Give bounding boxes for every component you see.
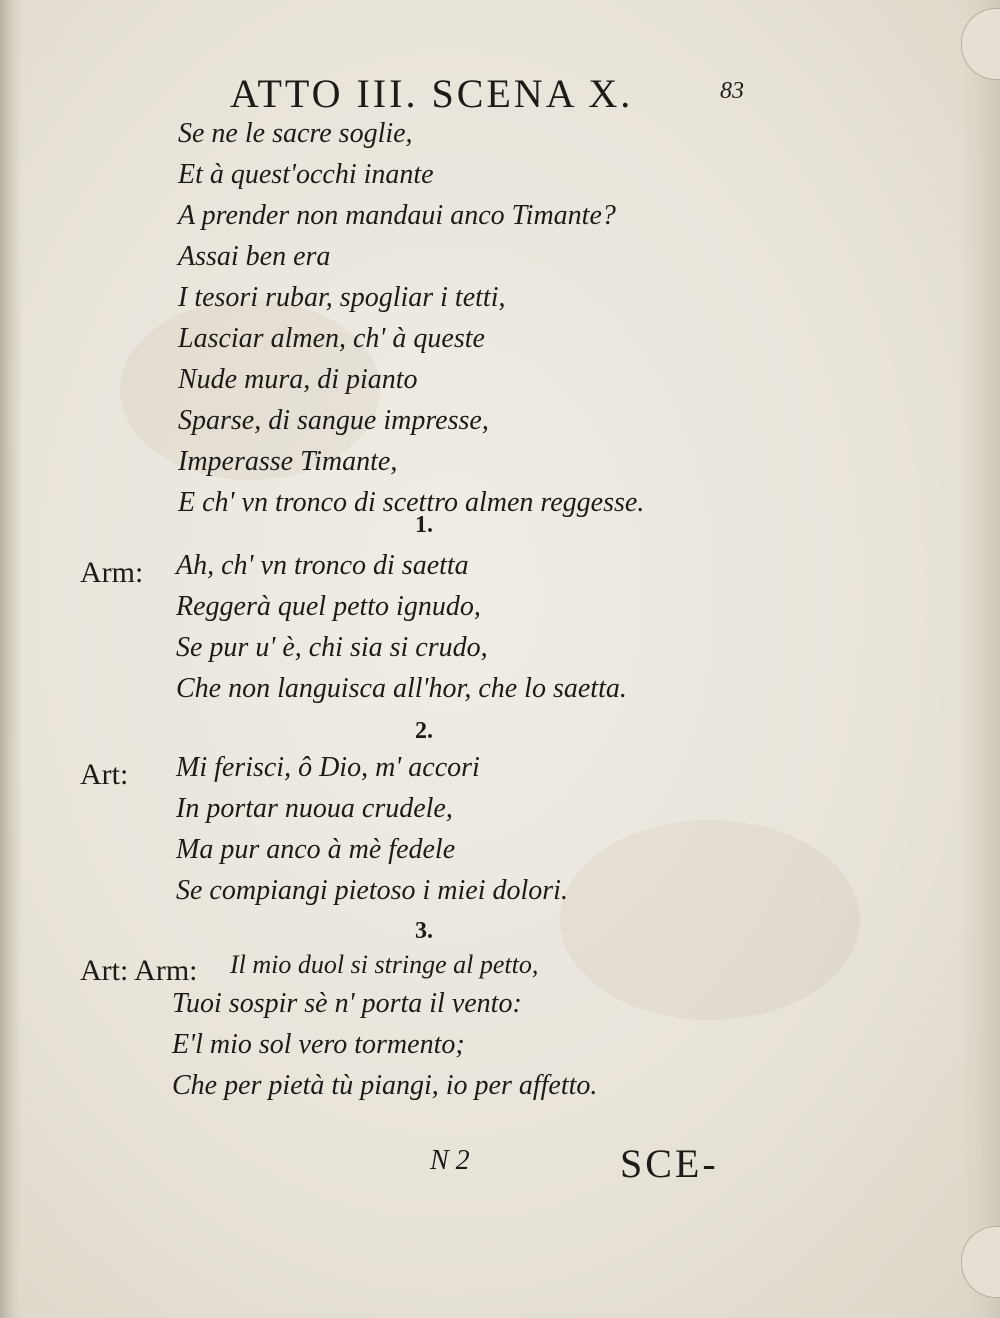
verse-line: I tesori rubar, spogliar i tetti, — [178, 282, 506, 313]
verse-line: Assai ben era — [178, 241, 331, 272]
verse-line: Che per pietà tù piangi, io per affetto. — [172, 1070, 598, 1101]
verse-line: Il mio duol si stringe al petto, — [230, 950, 539, 979]
verse-line: Ma pur anco à mè fedele — [176, 834, 456, 865]
verse-line: Se compiangi pietoso i miei dolori. — [176, 875, 568, 906]
verse-line: A prender non mandaui anco Timante? — [178, 200, 616, 231]
verse-line: Lasciar almen, ch' à queste — [178, 323, 485, 354]
stanza-number: 1. — [415, 512, 433, 538]
verse-line: Che non languisca all'hor, che lo saetta. — [176, 673, 627, 704]
stanza-number: 2. — [415, 718, 433, 744]
verse-line: Reggerà quel petto ignudo, — [176, 591, 481, 622]
verse-line: E ch' vn tronco di scettro almen reggesse. — [178, 487, 645, 518]
page-gutter — [0, 0, 22, 1318]
catchword: SCE- — [620, 1141, 719, 1186]
page-number: 83 — [720, 78, 744, 104]
speaker-label: Art: Arm: — [80, 954, 198, 987]
verse-line: Se ne le sacre soglie, — [178, 118, 413, 149]
verse-line: Et à quest'occhi inante — [178, 159, 434, 190]
verse-line: Ah, ch' vn tronco di saetta — [176, 550, 469, 581]
verse-line: Nude mura, di pianto — [178, 364, 418, 395]
verse-line: Tuoi sospir sè n' porta il vento: — [172, 988, 522, 1019]
page-edge — [960, 0, 1000, 1318]
running-header — [230, 70, 770, 120]
signature-mark: N 2 — [430, 1145, 470, 1176]
verse-line: Mi ferisci, ô Dio, m' accori — [176, 752, 480, 783]
verse-line: Se pur u' è, chi sia si crudo, — [176, 632, 488, 663]
stanza-number: 3. — [415, 918, 433, 944]
header-title: ATTO III. SCENA X. — [230, 71, 634, 116]
speaker-label: Arm: — [80, 556, 144, 589]
speaker-label: Art: — [80, 758, 129, 791]
verse-line: Sparse, di sangue impresse, — [178, 405, 489, 436]
verse-line: Imperasse Timante, — [178, 446, 398, 477]
verse-line: In portar nuoua crudele, — [176, 793, 453, 824]
verse-line: E'l mio sol vero tormento; — [172, 1029, 465, 1060]
